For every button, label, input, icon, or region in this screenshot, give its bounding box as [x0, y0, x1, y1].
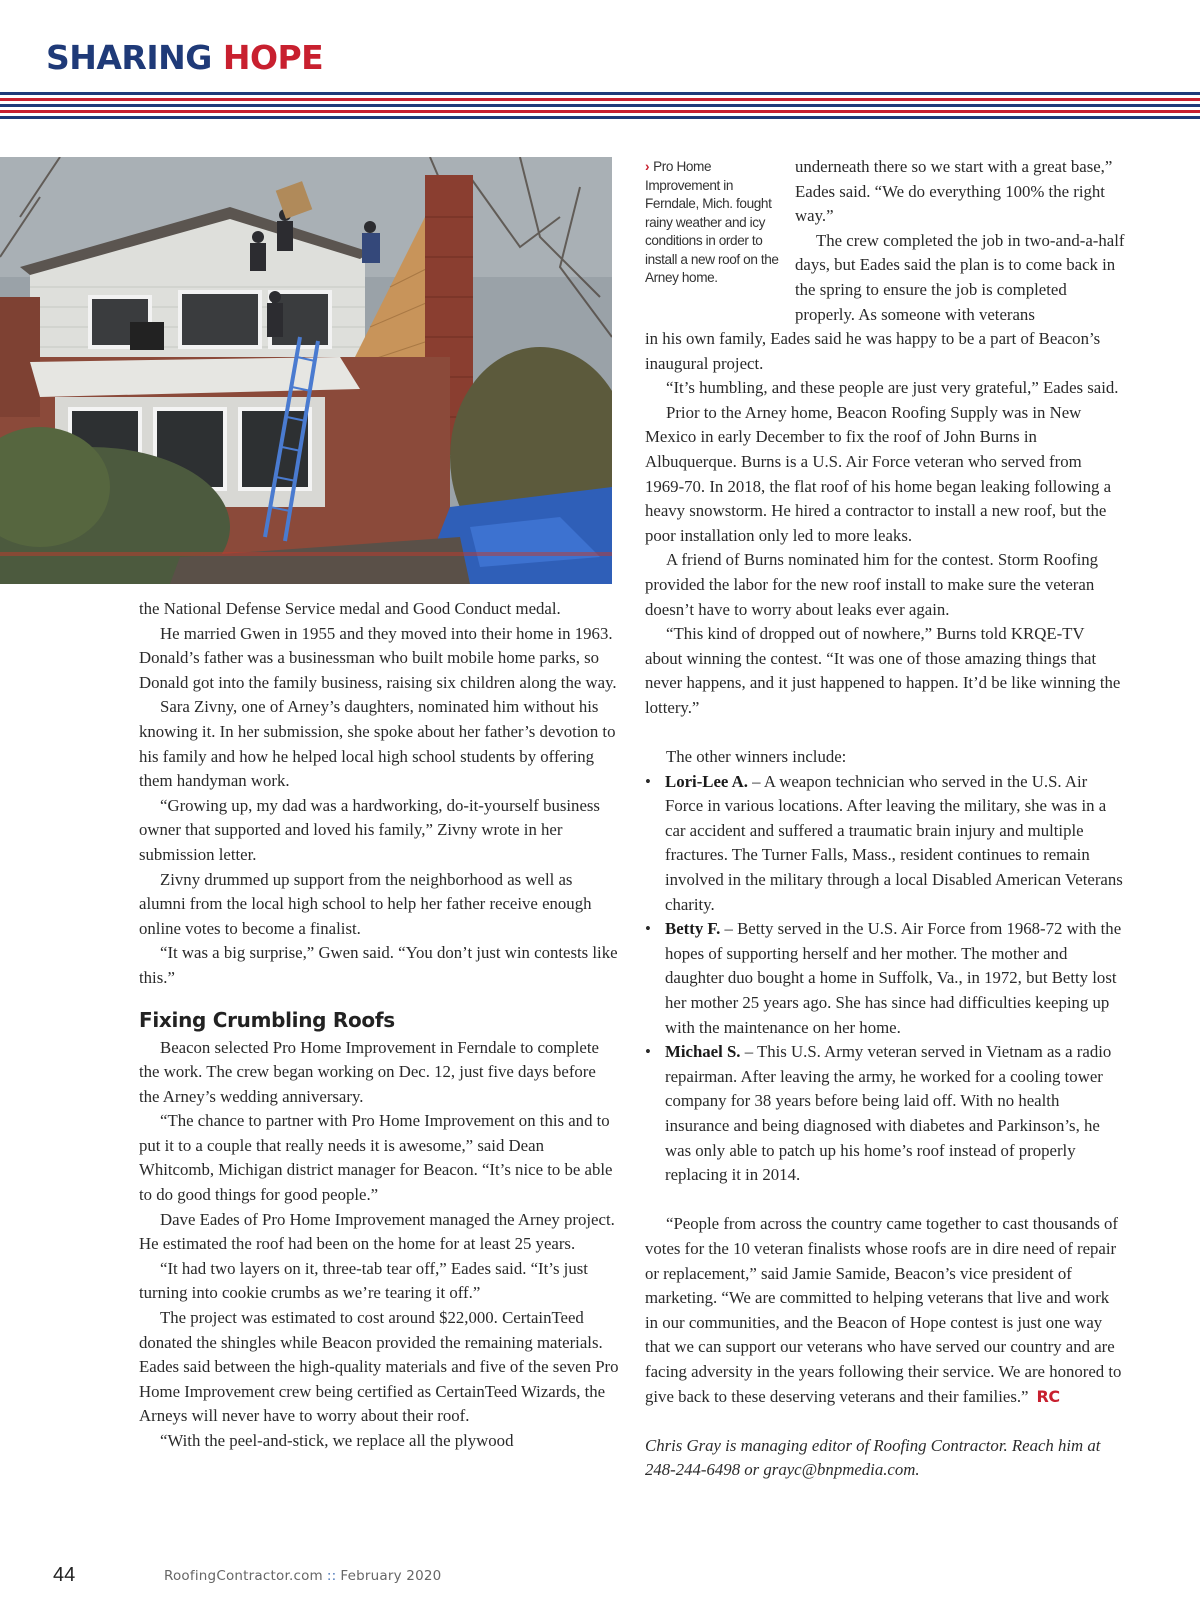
photo-roofers-on-house-icon: [0, 157, 612, 584]
list-item: [645, 917, 1125, 1040]
roof-photo: [0, 157, 612, 584]
photo-caption: [645, 158, 780, 288]
winner-text: – A weapon technician who served in the U.S. Air Force in various locations. After leaving the military, she was in a car accident and suffered a traumatic brain injury and multiple fractures. The Turner Falls, Mass., resident continues to remain involved in the military through a local Disabled American Veterans charity.: [665, 771, 1123, 914]
author-note: Chris Gray is managing editor of Roofing Contractor. Reach him at 248-244-6498 or grayc@bnpmedia.com.: [645, 1435, 1101, 1480]
footer-separator: ::: [326, 1568, 337, 1584]
header-stripes: [0, 92, 1200, 120]
list-item: [645, 770, 1125, 918]
list-item: [645, 1040, 1125, 1188]
page-footer: [0, 1564, 1200, 1594]
winner-name: Lori-Lee A.: [665, 771, 748, 791]
bullet-icon: •: [645, 771, 651, 791]
paragraph: The crew completed the job in two-and-a-half days, but Eades said the plan is to come back in the spring to ensure the job is completed properly. As someone with veterans: [795, 230, 1125, 324]
paragraph: Prior to the Arney home, Beacon Roofing Supply was in New Mexico in early December to fix the roof of John Burns in Albuquerque. Burns is a U.S. Air Force veteran who served from 1969-70. In 2018, the flat roof of his home began leaking following a heavy snowstorm. He hired a contractor to install a new roof, but the poor installation only led to more leaks.: [645, 402, 1112, 545]
footer-issue: February 2020: [340, 1568, 442, 1584]
rc-end-mark-icon: RC: [1036, 1386, 1060, 1406]
winners-intro: The other winners include:: [666, 747, 847, 767]
paragraph: underneath there so we start with a great base,” Eades said. “We do everything 100% the right way.”: [795, 157, 1113, 226]
winner-name: Betty F.: [665, 919, 721, 939]
footer-info: [164, 1568, 441, 1584]
paragraph: “Growing up, my dad was a hardworking, do-it-yourself business owner that supported and loved his family,” Zivny wrote in her submission letter.: [139, 795, 600, 864]
winner-name: Michael S.: [665, 1042, 741, 1062]
bullet-icon: •: [645, 919, 651, 939]
caption-text: Pro Home Improvement in Ferndale, Mich. fought rainy weather and icy conditions in order to install a new roof on the Arney home.: [645, 159, 779, 285]
footer-site: RoofingContractor.com: [164, 1568, 323, 1584]
paragraph: He married Gwen in 1955 and they moved into their home in 1963. Donald’s father was a businessman who built mobile home parks, so Donald got into the family business, raising six children along the way.: [139, 623, 617, 692]
paragraph: Dave Eades of Pro Home Improvement managed the Arney project. He estimated the roof had been on the home for at least 25 years.: [139, 1209, 615, 1254]
paragraph: “It was a big surprise,” Gwen said. “You don’t just win contests like this.”: [139, 943, 618, 987]
paragraph: the National Defense Service medal and Good Conduct medal.: [139, 599, 561, 618]
left-column: [139, 597, 620, 1454]
section-title-word2: HOPE: [222, 38, 324, 77]
right-column: [645, 327, 1125, 1483]
paragraph: “With the peel-and-stick, we replace all the plywood: [160, 1431, 514, 1450]
paragraph: Zivny drummed up support from the neighborhood as well as alumni from the local high school to help her father receive enough online votes to become a finalist.: [139, 869, 592, 938]
winners-list: [645, 770, 1125, 1188]
paragraph: The project was estimated to cost around $22,000. CertainTeed donated the shingles while Beacon provided the remaining materials. Eades said between the high-quality materials and five of the seven Pro Home Improvement crew being certified as CertainTeed Wizards, the Arneys will never have to worry about their roof.: [139, 1308, 619, 1426]
closing-quote: “People from across the country came together to cast thousands of votes for the 10 veteran finalists whose roofs are in dire need of repair or replacement,” said Jamie Samide, Beacon’s vice president of marketing. “We are committed to helping veterans that live and work in our communities, and the Beacon of Hope contest is just one way that we can support our veterans who have served our country and are facing adversity in the years following their service. We are honored to give back to these deserving veterans and their families.”: [645, 1214, 1122, 1406]
winner-text: – Betty served in the U.S. Air Force from 1968-72 with the hopes of supporting herself and her mother. The mother and daughter duo bought a home in Suffolk, Va., in 1972, but Betty lost her mother 25 years ago. She has since had difficulties keeping up with the maintenance on her home.: [665, 919, 1122, 1037]
paragraph: Beacon selected Pro Home Improvement in Ferndale to complete the work. The crew began working on Dec. 12, just five days before the Arney’s wedding anniversary.: [139, 1037, 599, 1106]
paragraph: A friend of Burns nominated him for the contest. Storm Roofing provided the labor for the new roof install to make sure the veteran doesn’t have to worry about leaks ever again.: [645, 550, 1099, 619]
paragraph: in his own family, Eades said he was happy to be a part of Beacon’s inaugural project.: [645, 329, 1101, 373]
bullet-icon: •: [645, 1042, 651, 1062]
paragraph: Sara Zivny, one of Arney’s daughters, nominated him without his knowing it. In her submission, she spoke about her father’s devotion to his family and how he helped local high school students by offering them handyman work.: [139, 697, 616, 791]
right-column-top: [795, 155, 1125, 327]
paragraph: “The chance to partner with Pro Home Improvement on this and to put it to a couple that really needs it is awesome,” said Dean Whitcomb, Michigan district manager for Beacon. “It’s nice to be able to do good things for good people.”: [139, 1111, 613, 1205]
caption-arrow-icon: ›: [645, 159, 650, 174]
paragraph: “It’s humbling, and these people are just very grateful,” Eades said.: [666, 378, 1119, 398]
page-number: 44: [53, 1564, 76, 1586]
paragraph: [645, 1212, 1125, 1409]
winner-text: – This U.S. Army veteran served in Vietnam as a radio repairman. After leaving the army, he worked for a cooling tower company for 38 years before being laid off. With no health insurance and being diagnosed with diabetes and Parkinson’s, he was only able to patch up his home’s roof instead of properly replacing it in 2014.: [665, 1042, 1112, 1185]
section-title-word1: SHARING: [46, 38, 212, 77]
section-title: [46, 38, 323, 78]
paragraph: “This kind of dropped out of nowhere,” Burns told KRQE-TV about winning the contest. “It was one of those amazing things that never happens, and it just happened to happen. It’d be like winning the lottery.”: [645, 624, 1121, 717]
section-subheading: Fixing Crumbling Roofs: [139, 1007, 395, 1032]
paragraph: “It had two layers on it, three-tab tear off,” Eades said. “It’s just turning into cookie crumbs as we’re tearing it off.”: [139, 1258, 588, 1303]
